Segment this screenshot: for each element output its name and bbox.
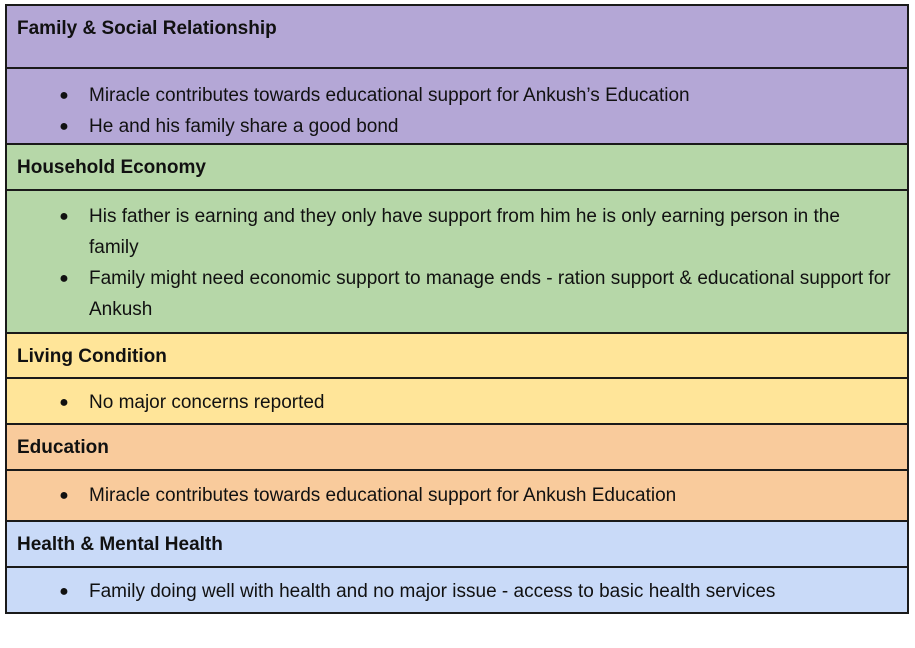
- bullet-icon: ●: [59, 87, 69, 104]
- section-header-row: [6, 333, 908, 378]
- section-header-row: [6, 424, 908, 470]
- list-item: [7, 387, 907, 418]
- section-body-row: [6, 68, 908, 144]
- section-title: Family & Social Relationship: [17, 18, 277, 39]
- assessment-table: [5, 4, 909, 614]
- section-body-education: [6, 470, 908, 521]
- section-body-health: [6, 567, 908, 613]
- list-item-text: Family might need economic support to manage ends - ration support & educational support for Ankush: [89, 268, 891, 320]
- list-item-text: Family doing well with health and no major issue - access to basic health services: [89, 581, 776, 602]
- section-header-row: [6, 521, 908, 567]
- list-item-text: Miracle contributes towards educational support for Ankush Education: [89, 485, 677, 506]
- bullet-icon: ●: [59, 394, 69, 411]
- bullet-icon: ●: [59, 208, 69, 225]
- section-header-health: [6, 521, 908, 567]
- list-item: [7, 576, 907, 607]
- list-item: [7, 480, 907, 511]
- list-item-text: No major concerns reported: [89, 392, 325, 413]
- section-body-row: [6, 190, 908, 333]
- list-item: [7, 80, 907, 111]
- bullet-icon: ●: [59, 118, 69, 135]
- section-header-row: [6, 5, 908, 68]
- section-title: Living Condition: [17, 346, 167, 367]
- section-body-row: [6, 470, 908, 521]
- section-header-row: [6, 144, 908, 190]
- bullet-list: [7, 191, 907, 325]
- section-body-household-economy: [6, 190, 908, 333]
- list-item-text: He and his family share a good bond: [89, 116, 399, 137]
- section-body-row: [6, 378, 908, 424]
- section-title: Education: [17, 437, 109, 458]
- bullet-list: [7, 379, 907, 418]
- bullet-list: [7, 471, 907, 511]
- section-header-household-economy: [6, 144, 908, 190]
- bullet-icon: ●: [59, 487, 69, 504]
- section-header-family-social: [6, 5, 908, 68]
- section-body-living-condition: [6, 378, 908, 424]
- section-body-family-social: [6, 68, 908, 144]
- section-title: Health & Mental Health: [17, 534, 223, 555]
- list-item: [7, 263, 907, 325]
- bullet-list: [7, 568, 907, 607]
- list-item-text: His father is earning and they only have support from him he is only earning person in the family: [89, 206, 840, 258]
- section-header-education: [6, 424, 908, 470]
- section-body-row: [6, 567, 908, 613]
- list-item: [7, 111, 907, 142]
- list-item-text: Miracle contributes towards educational support for Ankush’s Education: [89, 85, 690, 106]
- bullet-icon: ●: [59, 583, 69, 600]
- section-title: Household Economy: [17, 157, 206, 178]
- section-header-living-condition: [6, 333, 908, 378]
- list-item: [7, 201, 907, 263]
- bullet-icon: ●: [59, 270, 69, 287]
- bullet-list: [7, 69, 907, 142]
